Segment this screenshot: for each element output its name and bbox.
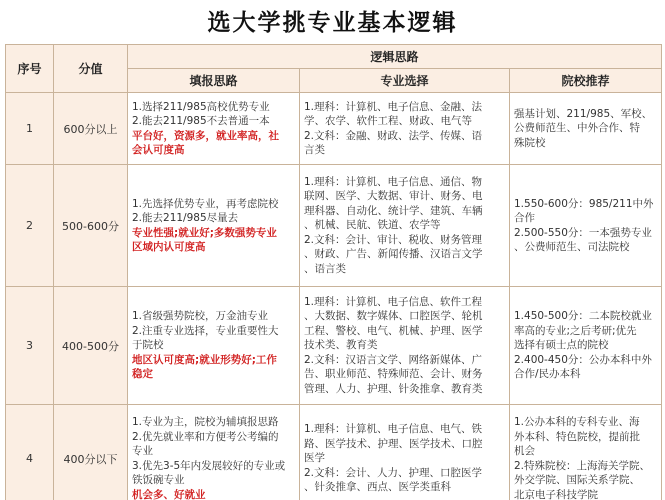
school-line: 机会 (514, 445, 535, 457)
school-line: 外交学院、国际关系学院、 (514, 474, 640, 486)
school-cell (510, 287, 662, 405)
school-line: 1.公办本科的专科专业、海 (514, 416, 640, 428)
school-cell (510, 165, 662, 287)
school-line: 强基计划、211/985、军校、 (514, 107, 653, 120)
major-line: 管理、人力、护理、针灸推拿、教育类 (304, 382, 483, 395)
fill-line: 3.优先3-5年内发展较好的专业或 (132, 459, 286, 472)
page-title: 选大学挑专业基本逻辑 (207, 9, 458, 36)
major-line: 2.文科：会计、人力、护理、口腔医学 (304, 466, 483, 479)
fill-highlight: 稳定 (132, 368, 153, 381)
school-line: 选择有硕士点的院校 (514, 339, 609, 352)
row-index: 4 (6, 405, 54, 500)
fill-highlight: 机会多、好就业 (132, 488, 206, 500)
fill-line: 1.专业为主，院校为辅填报思路 (132, 416, 279, 428)
fill-line: 1.省级强势院校，万金油专业 (132, 310, 269, 323)
row-index: 3 (6, 287, 54, 405)
fill-line: 1.先选择优势专业，再考虑院校 (132, 197, 279, 210)
logic-table (5, 44, 662, 500)
table-row (6, 287, 662, 405)
fill-line: 2.注重专业选择，专业重要性大 (132, 324, 279, 337)
fill-cell (128, 165, 300, 287)
table-row (6, 93, 662, 165)
fill-cell (128, 287, 300, 405)
row-score: 600分以上 (54, 93, 128, 165)
fill-line: 于院校 (132, 339, 164, 352)
major-line: 2.文科：汉语言文学、网络新媒体、广 (304, 353, 483, 366)
row-score: 500-600分 (54, 165, 128, 287)
fill-line: 专业 (132, 445, 153, 457)
major-line: 技术类、教育类 (304, 339, 378, 352)
header-school: 院校推荐 (510, 69, 662, 93)
fill-line: 2.优先就业率和方便考公考编的 (132, 430, 279, 443)
major-cell (300, 165, 510, 287)
header-index: 序号 (6, 45, 54, 93)
fill-highlight: 区域内认可度高 (132, 241, 206, 253)
school-cell (510, 93, 662, 165)
major-line: 理科器、自动化、统计学、建筑、车辆 (304, 204, 483, 217)
major-line: 学、农学、软件工程、财政、电气等 (304, 115, 472, 127)
fill-highlight: 地区认可度高;就业形势好;工作 (132, 353, 277, 366)
school-line: 外本科、特色院校，提前批 (514, 430, 640, 443)
header-score: 分值 (54, 45, 128, 93)
fill-highlight: 会认可度高 (132, 144, 185, 156)
school-line: 率高的专业;之后考研;优先 (514, 324, 637, 337)
table-row (6, 405, 662, 500)
row-score: 400-500分 (54, 287, 128, 405)
fill-highlight: 平台好，资源多，就业率高，社 (132, 129, 279, 142)
major-line: 2.文科：金融、财政、法学、传媒、语 (304, 129, 483, 142)
header-logic: 逻辑思路 (128, 45, 662, 69)
header-fill: 填报思路 (128, 69, 300, 93)
school-line: 1.450-500分：二本院校就业 (514, 310, 652, 323)
major-line: 1.理科：计算机、电子信息、电气、铁 (304, 423, 483, 436)
school-line: 合作 (514, 212, 535, 224)
major-line: 、针灸推拿、西点、医学类重科 (304, 481, 451, 494)
major-line: 医学 (304, 452, 325, 465)
major-cell (300, 287, 510, 405)
fill-highlight: 专业性强;就业好;多数强势专业 (132, 226, 277, 239)
fill-line: 铁饭碗专业 (132, 474, 185, 486)
table-row (6, 165, 662, 287)
school-line: 、公费师范生、司法院校 (514, 241, 630, 253)
major-line: 告、职业师范、特殊师范、会计、财务 (304, 368, 483, 381)
school-line: 2.400-450分：公办本科中外 (514, 353, 652, 366)
major-line: 1.理科：计算机、电子信息、金融、法 (304, 100, 483, 113)
major-line: 2.文科：会计、审计、税收、财务管理 (304, 233, 483, 246)
row-score: 400分以下 (54, 405, 128, 500)
major-cell (300, 93, 510, 165)
school-line: 公费师范生、中外合作、特 (514, 122, 640, 135)
major-line: 、语言类 (304, 262, 346, 275)
header-major: 专业选择 (300, 69, 510, 93)
major-line: 联网、医学、大数据、审计、财务、电 (304, 190, 483, 203)
school-line: 2.500-550分：一本强势专业 (514, 226, 652, 239)
major-line: 言类 (304, 144, 325, 156)
school-line: 北京电子科技学院 (514, 488, 598, 500)
major-line: 工程、警校、电气、机械、护理、医学 (304, 324, 483, 337)
school-cell (510, 405, 662, 500)
table-body (6, 93, 662, 500)
row-index: 2 (6, 165, 54, 287)
fill-line: 2.能去211/985不去普通一本 (132, 115, 270, 127)
school-line: 1.550-600分：985/211中外 (514, 197, 654, 210)
school-line: 殊院校 (514, 136, 546, 149)
fill-cell (128, 93, 300, 165)
school-line: 合作/民办本科 (514, 368, 581, 381)
fill-cell (128, 405, 300, 500)
major-line: 、机械、民航、铁道、农学等 (304, 219, 441, 232)
major-line: 、财政、广告、新闻传播、汉语言文学 (304, 248, 483, 261)
school-line: 2.特殊院校：上海海关学院、 (514, 459, 651, 472)
major-line: 路、医学技术、护理、医学技术、口腔 (304, 437, 483, 450)
row-index: 1 (6, 93, 54, 165)
fill-line: 1.选择211/985高校优势专业 (132, 100, 270, 113)
major-line: 1.理科：计算机、电子信息、通信、物 (304, 175, 483, 188)
major-cell (300, 405, 510, 500)
fill-line: 2.能去211/985尽量去 (132, 212, 239, 224)
major-line: 、大数据、数字媒体、口腔医学、轮机 (304, 310, 483, 323)
major-line: 1.理科：计算机、电子信息、软件工程 (304, 295, 483, 308)
